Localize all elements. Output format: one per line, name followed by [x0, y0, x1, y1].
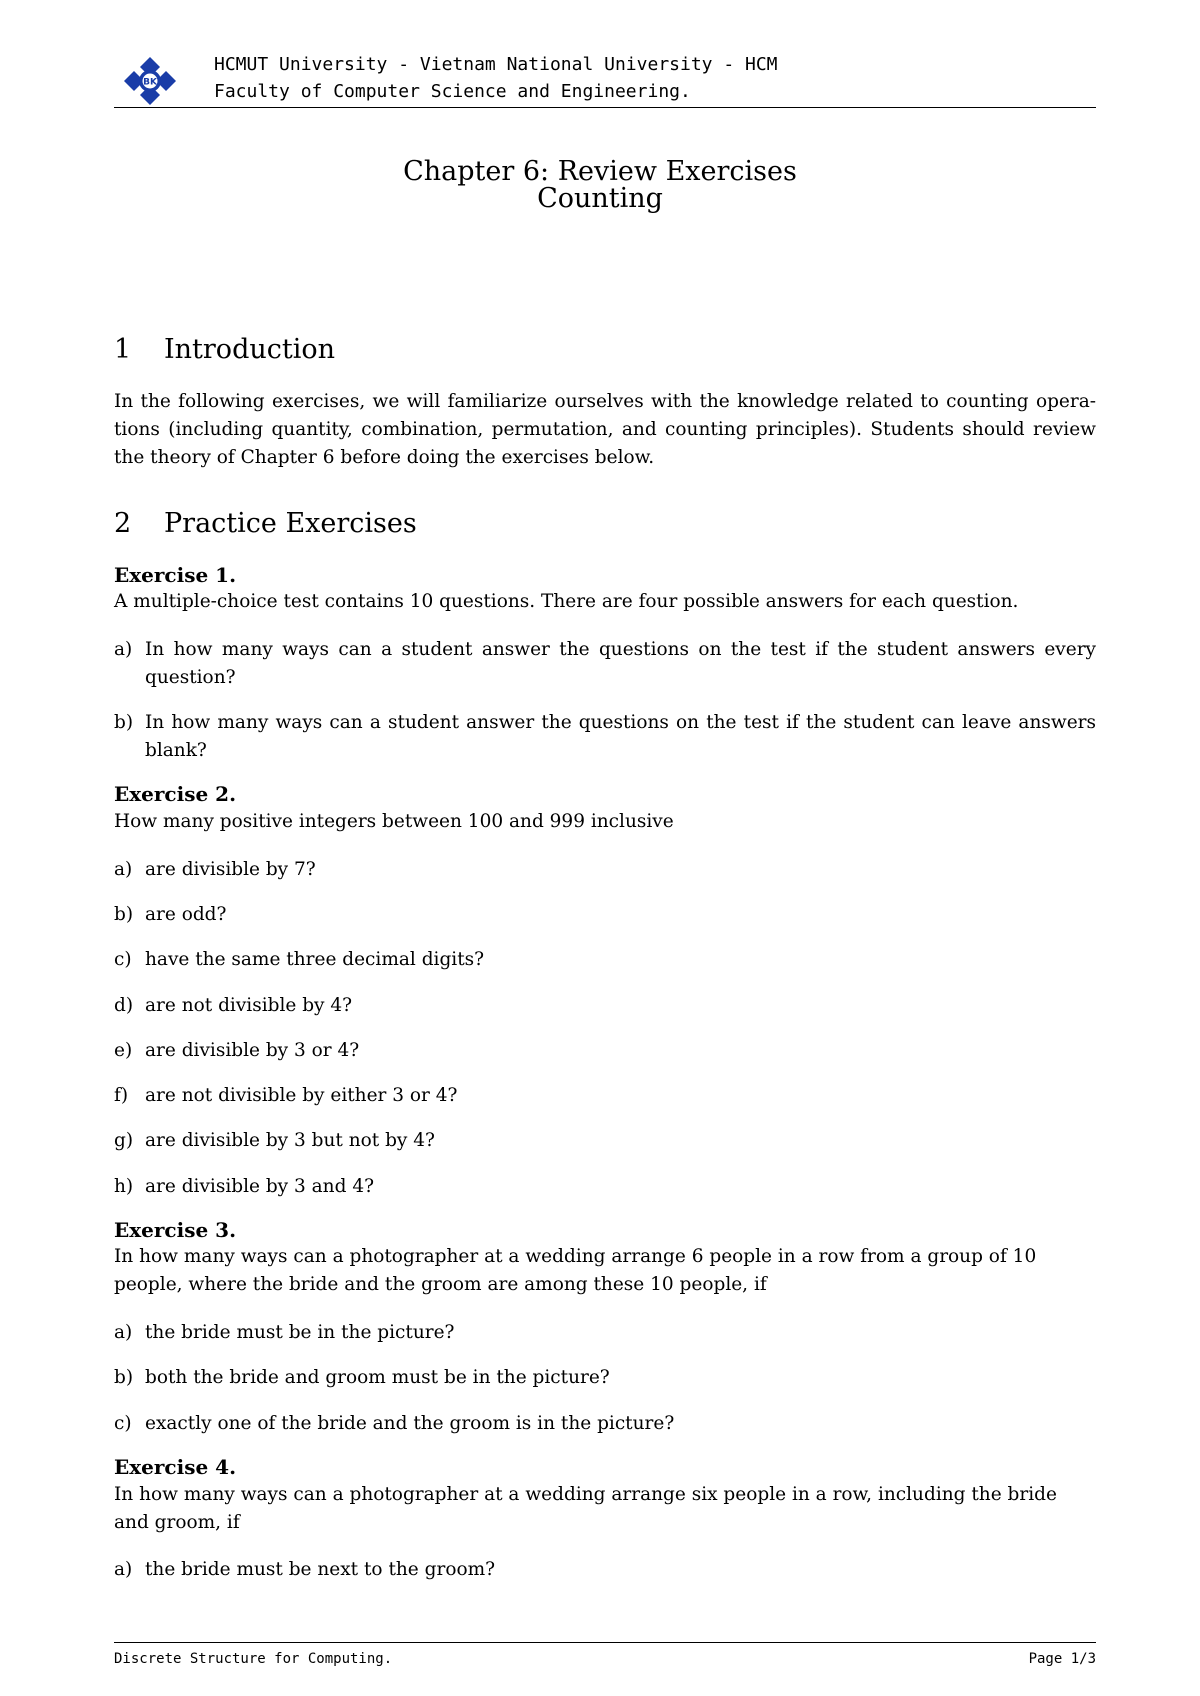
item-text: exactly one of the bride and the groom is in the picture? [145, 1413, 675, 1434]
document-subtitle: Counting [537, 183, 663, 214]
introduction-paragraph [114, 388, 1096, 472]
item-text: In how many ways can a student answer the questions on the test if the student can leave answers blank? [145, 712, 1096, 761]
item-label: g) [114, 1130, 134, 1151]
footer-divider [114, 1642, 1096, 1643]
exercise-2-item-e [114, 1037, 1096, 1065]
item-text: are divisible by 3 but not by 4? [145, 1130, 435, 1151]
header-divider [114, 107, 1096, 108]
item-text: the bride must be next to the groom? [145, 1559, 496, 1580]
item-text: are divisible by 3 and 4? [145, 1176, 375, 1197]
item-label: d) [114, 995, 134, 1016]
item-text: both the bride and groom must be in the picture? [145, 1367, 610, 1388]
exercise-3-title: Exercise 3. [114, 1218, 237, 1242]
exercise-3-item-c [114, 1410, 1096, 1438]
section-title: Practice Exercises [164, 508, 417, 539]
logo-lettering: BK [143, 77, 157, 88]
introduction-line: In the following exercises, we will familiarize ourselves with the knowledge related to counting opera- [114, 391, 1096, 412]
exercise-1-item-b [114, 709, 1096, 765]
item-label: b) [114, 1367, 134, 1388]
item-label: a) [114, 1322, 133, 1343]
section-heading-introduction [114, 334, 335, 365]
item-label: e) [114, 1040, 133, 1061]
section-number: 1 [114, 334, 132, 365]
exercise-3-statement-line-1: In how many ways can a photographer at a wedding arrange 6 people in a row from a group of 10 [114, 1246, 1037, 1267]
footer-page-number: Page 1/3 [1028, 1651, 1096, 1667]
item-label: b) [114, 904, 134, 925]
item-label: h) [114, 1176, 134, 1197]
exercise-2-item-c [114, 946, 1096, 974]
university-logo [124, 55, 176, 107]
exercise-4-statement-line-1: In how many ways can a photographer at a wedding arrange six people in a row, including the bride [114, 1484, 1057, 1505]
item-text: are divisible by 3 or 4? [145, 1040, 360, 1061]
item-text: are not divisible by 4? [145, 995, 353, 1016]
exercise-2-item-b [114, 901, 1096, 929]
item-label: c) [114, 949, 132, 970]
section-heading-practice [114, 508, 417, 539]
item-label: c) [114, 1413, 132, 1434]
section-title: Introduction [164, 334, 335, 365]
introduction-line: tions (including quantity, combination, permutation, and counting principles). Students should review [114, 419, 1096, 440]
exercise-3-item-a [114, 1319, 1096, 1347]
exercise-4-item-a [114, 1556, 1096, 1584]
item-label: a) [114, 639, 133, 660]
exercise-4-statement-line-2: and groom, if [114, 1512, 240, 1533]
introduction-line: the theory of Chapter 6 before doing the exercises below. [114, 447, 655, 468]
item-label: b) [114, 712, 134, 733]
exercise-4-title: Exercise 4. [114, 1455, 237, 1479]
item-text: are odd? [145, 904, 227, 925]
header-university: HCMUT University - Vietnam National University - HCM [214, 54, 778, 75]
exercise-3-statement-line-2: people, where the bride and the groom are among these 10 people, if [114, 1274, 767, 1295]
header-faculty: Faculty of Computer Science and Engineering. [214, 81, 691, 102]
footer-course: Discrete Structure for Computing. [114, 1651, 393, 1667]
exercise-2-item-h [114, 1173, 1096, 1201]
item-text: the bride must be in the picture? [145, 1322, 455, 1343]
exercise-1-statement: A multiple-choice test contains 10 questions. There are four possible answers for each question. [114, 591, 1019, 612]
item-text: have the same three decimal digits? [145, 949, 485, 970]
exercise-2-item-a [114, 856, 1096, 884]
exercise-2-item-d [114, 992, 1096, 1020]
item-label: f) [114, 1085, 129, 1106]
item-text: In how many ways can a student answer the questions on the test if the student answers every question? [145, 639, 1096, 688]
exercise-2-statement: How many positive integers between 100 and 999 inclusive [114, 811, 674, 832]
exercise-2-item-f [114, 1082, 1096, 1110]
exercise-2-title: Exercise 2. [114, 782, 237, 806]
item-text: are not divisible by either 3 or 4? [145, 1085, 458, 1106]
exercise-1-title: Exercise 1. [114, 563, 237, 587]
exercise-2-item-g [114, 1127, 1096, 1155]
exercise-1-item-a [114, 636, 1096, 692]
exercise-3-item-b [114, 1364, 1096, 1392]
document-title: Chapter 6: Review Exercises [403, 156, 797, 187]
item-text: are divisible by 7? [145, 859, 316, 880]
section-number: 2 [114, 508, 132, 539]
item-label: a) [114, 859, 133, 880]
item-label: a) [114, 1559, 133, 1580]
